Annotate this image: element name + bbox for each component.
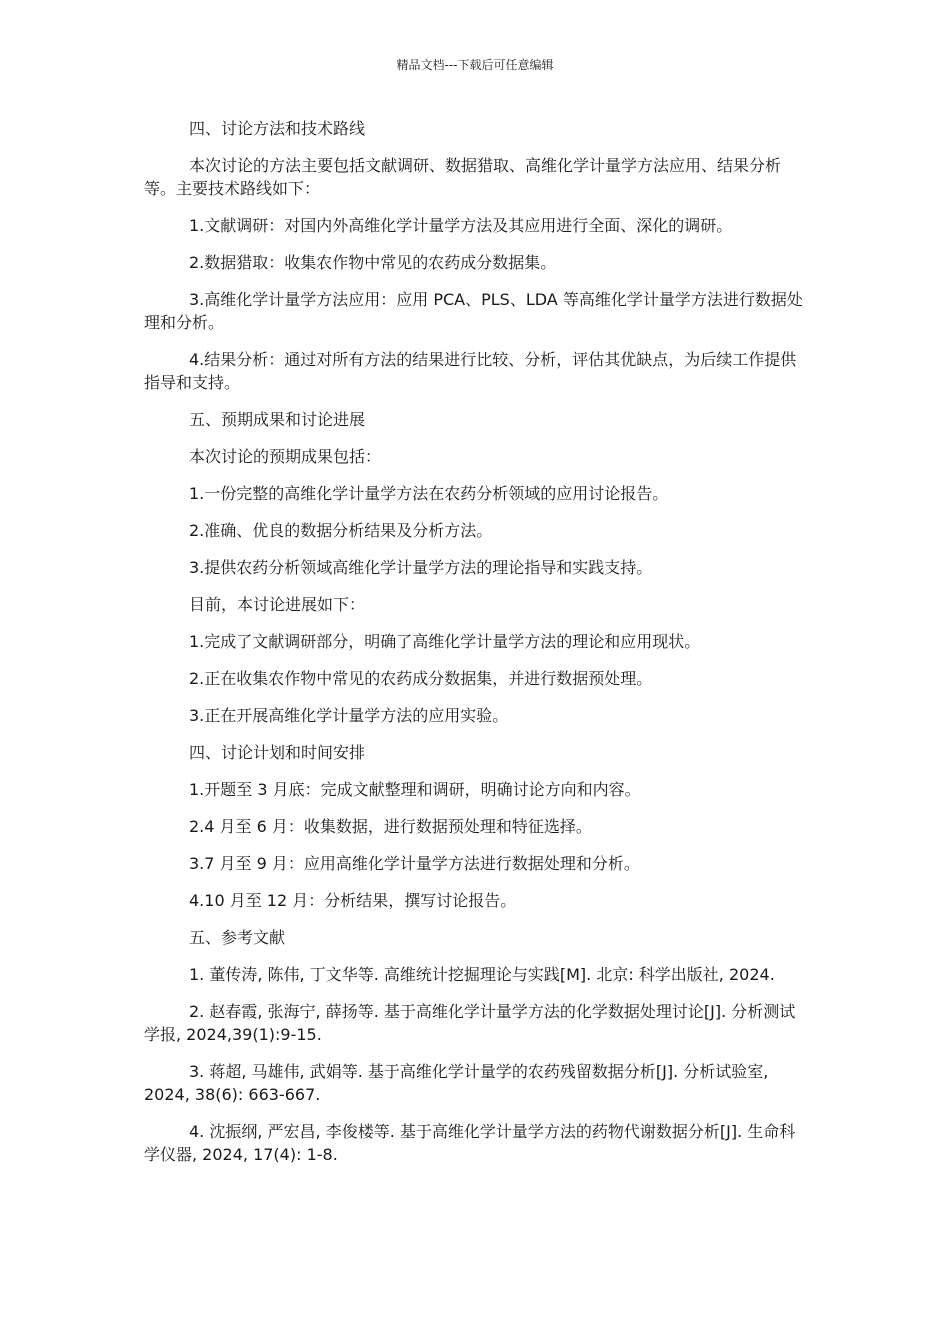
document-body (144, 117, 809, 1180)
page-header: 精品文档---下载后可任意编辑 (396, 58, 554, 72)
reference-item: 2. 赵春霞, 张海宁, 薛扬等. 基于高维化学计量学方法的化学数据处理讨论[J]. 分析测试学报, 2024,39(1):9-15. (144, 1002, 796, 1044)
paragraph: 本次讨论的方法主要包括文献调研、数据猎取、高维化学计量学方法应用、结果分析等。主要技术路线如下： (144, 156, 782, 198)
list-item: 4.10 月至 12 月：分析结果，撰写讨论报告。 (189, 891, 517, 910)
section-heading-references: 五、参考文献 (189, 928, 286, 947)
list-item: 1.开题至 3 月底：完成文献整理和调研，明确讨论方向和内容。 (189, 780, 641, 799)
section-heading-methods: 四、讨论方法和技术路线 (189, 119, 366, 138)
section-heading-expected-results: 五、预期成果和讨论进展 (189, 410, 366, 429)
section-heading-schedule: 四、讨论计划和时间安排 (189, 743, 366, 762)
list-item: 1.一份完整的高维化学计量学方法在农药分析领域的应用讨论报告。 (189, 484, 669, 503)
list-item: 3.7 月至 9 月：应用高维化学计量学方法进行数据处理和分析。 (189, 854, 640, 873)
list-item: 2.准确、优良的数据分析结果及分析方法。 (189, 521, 493, 540)
reference-item: 3. 蒋超, 马雄伟, 武娟等. 基于高维化学计量学的农药残留数据分析[J]. 分析试验室, 2024, 38(6): 663-667. (144, 1062, 769, 1104)
list-item: 2.数据猎取：收集农作物中常见的农药成分数据集。 (189, 253, 557, 272)
list-item: 3.正在开展高维化学计量学方法的应用实验。 (189, 706, 509, 725)
reference-item: 1. 董传涛, 陈伟, 丁文华等. 高维统计挖掘理论与实践[M]. 北京: 科学出版社, 2024. (189, 965, 775, 984)
list-item: 1.完成了文献调研部分，明确了高维化学计量学方法的理论和应用现状。 (189, 632, 701, 651)
reference-item: 4. 沈振纲, 严宏昌, 李俊楼等. 基于高维化学计量学方法的药物代谢数据分析[J]. 生命科学仪器, 2024, 17(4): 1-8. (144, 1122, 796, 1164)
list-item: 4.结果分析：通过对所有方法的结果进行比较、分析，评估其优缺点，为后续工作提供指导和支持。 (144, 350, 797, 392)
list-item: 1.文献调研：对国内外高维化学计量学方法及其应用进行全面、深化的调研。 (189, 216, 733, 235)
list-item: 2.正在收集农作物中常见的农药成分数据集，并进行数据预处理。 (189, 669, 653, 688)
list-item: 3.高维化学计量学方法应用：应用 PCA、PLS、LDA 等高维化学计量学方法进行数据处理和分析。 (144, 290, 803, 332)
paragraph: 目前，本讨论进展如下： (189, 595, 366, 614)
list-item: 2.4 月至 6 月：收集数据，进行数据预处理和特征选择。 (189, 817, 592, 836)
list-item: 3.提供农药分析领域高维化学计量学方法的理论指导和实践支持。 (189, 558, 653, 577)
paragraph: 本次讨论的预期成果包括： (189, 447, 382, 466)
